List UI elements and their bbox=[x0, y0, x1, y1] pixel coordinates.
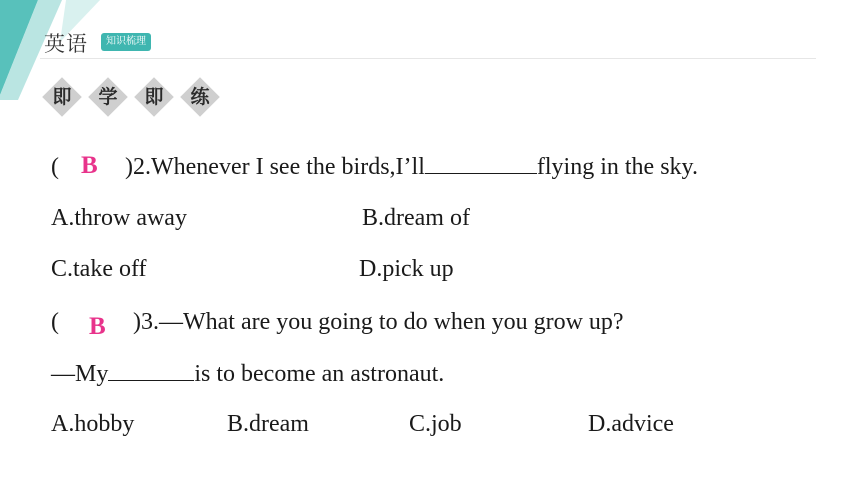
banner-tile bbox=[132, 76, 178, 120]
header-divider bbox=[40, 58, 816, 59]
q3-stem-before: —My bbox=[51, 361, 109, 387]
q3-option-d: D.advice bbox=[588, 411, 674, 437]
q2-answer-mark: B bbox=[81, 152, 98, 179]
q3-option-b: B.dream bbox=[227, 411, 309, 437]
question-3-stem-line2 bbox=[51, 358, 444, 389]
q3-stem-line1: )3.—What are you going to do when you grow up? bbox=[133, 309, 624, 335]
q2-option-b: B.dream of bbox=[362, 205, 470, 231]
q3-answer-blank bbox=[108, 358, 194, 381]
q2-stem-before: )2.Whenever I see the birds,I’ll bbox=[125, 154, 425, 180]
banner-tile bbox=[178, 76, 224, 120]
section-banner bbox=[40, 76, 224, 120]
q3-stem-after: is to become an astronaut. bbox=[194, 361, 445, 387]
section-badge: 知识梳理 bbox=[101, 33, 151, 51]
q2-answer-blank bbox=[425, 151, 537, 174]
q3-open-paren: ( bbox=[51, 309, 59, 335]
q3-answer-mark: B bbox=[89, 313, 106, 340]
q3-option-a: A.hobby bbox=[51, 411, 135, 437]
banner-char: 学 bbox=[98, 86, 118, 108]
question-3-stem bbox=[51, 307, 624, 337]
q3-option-c: C.job bbox=[409, 411, 462, 437]
q2-option-d: D.pick up bbox=[359, 256, 454, 282]
banner-tile bbox=[40, 76, 86, 120]
q2-stem-after: flying in the sky. bbox=[536, 154, 698, 180]
banner-char: 练 bbox=[190, 86, 210, 108]
banner-tile bbox=[86, 76, 132, 120]
subject-title: 英语 bbox=[44, 32, 88, 56]
question-2-stem bbox=[51, 151, 698, 182]
q2-option-a: A.throw away bbox=[51, 205, 187, 231]
banner-char: 即 bbox=[144, 86, 164, 108]
q2-open-paren: ( bbox=[51, 154, 59, 180]
q2-option-c: C.take off bbox=[51, 256, 147, 282]
banner-char: 即 bbox=[52, 86, 72, 108]
